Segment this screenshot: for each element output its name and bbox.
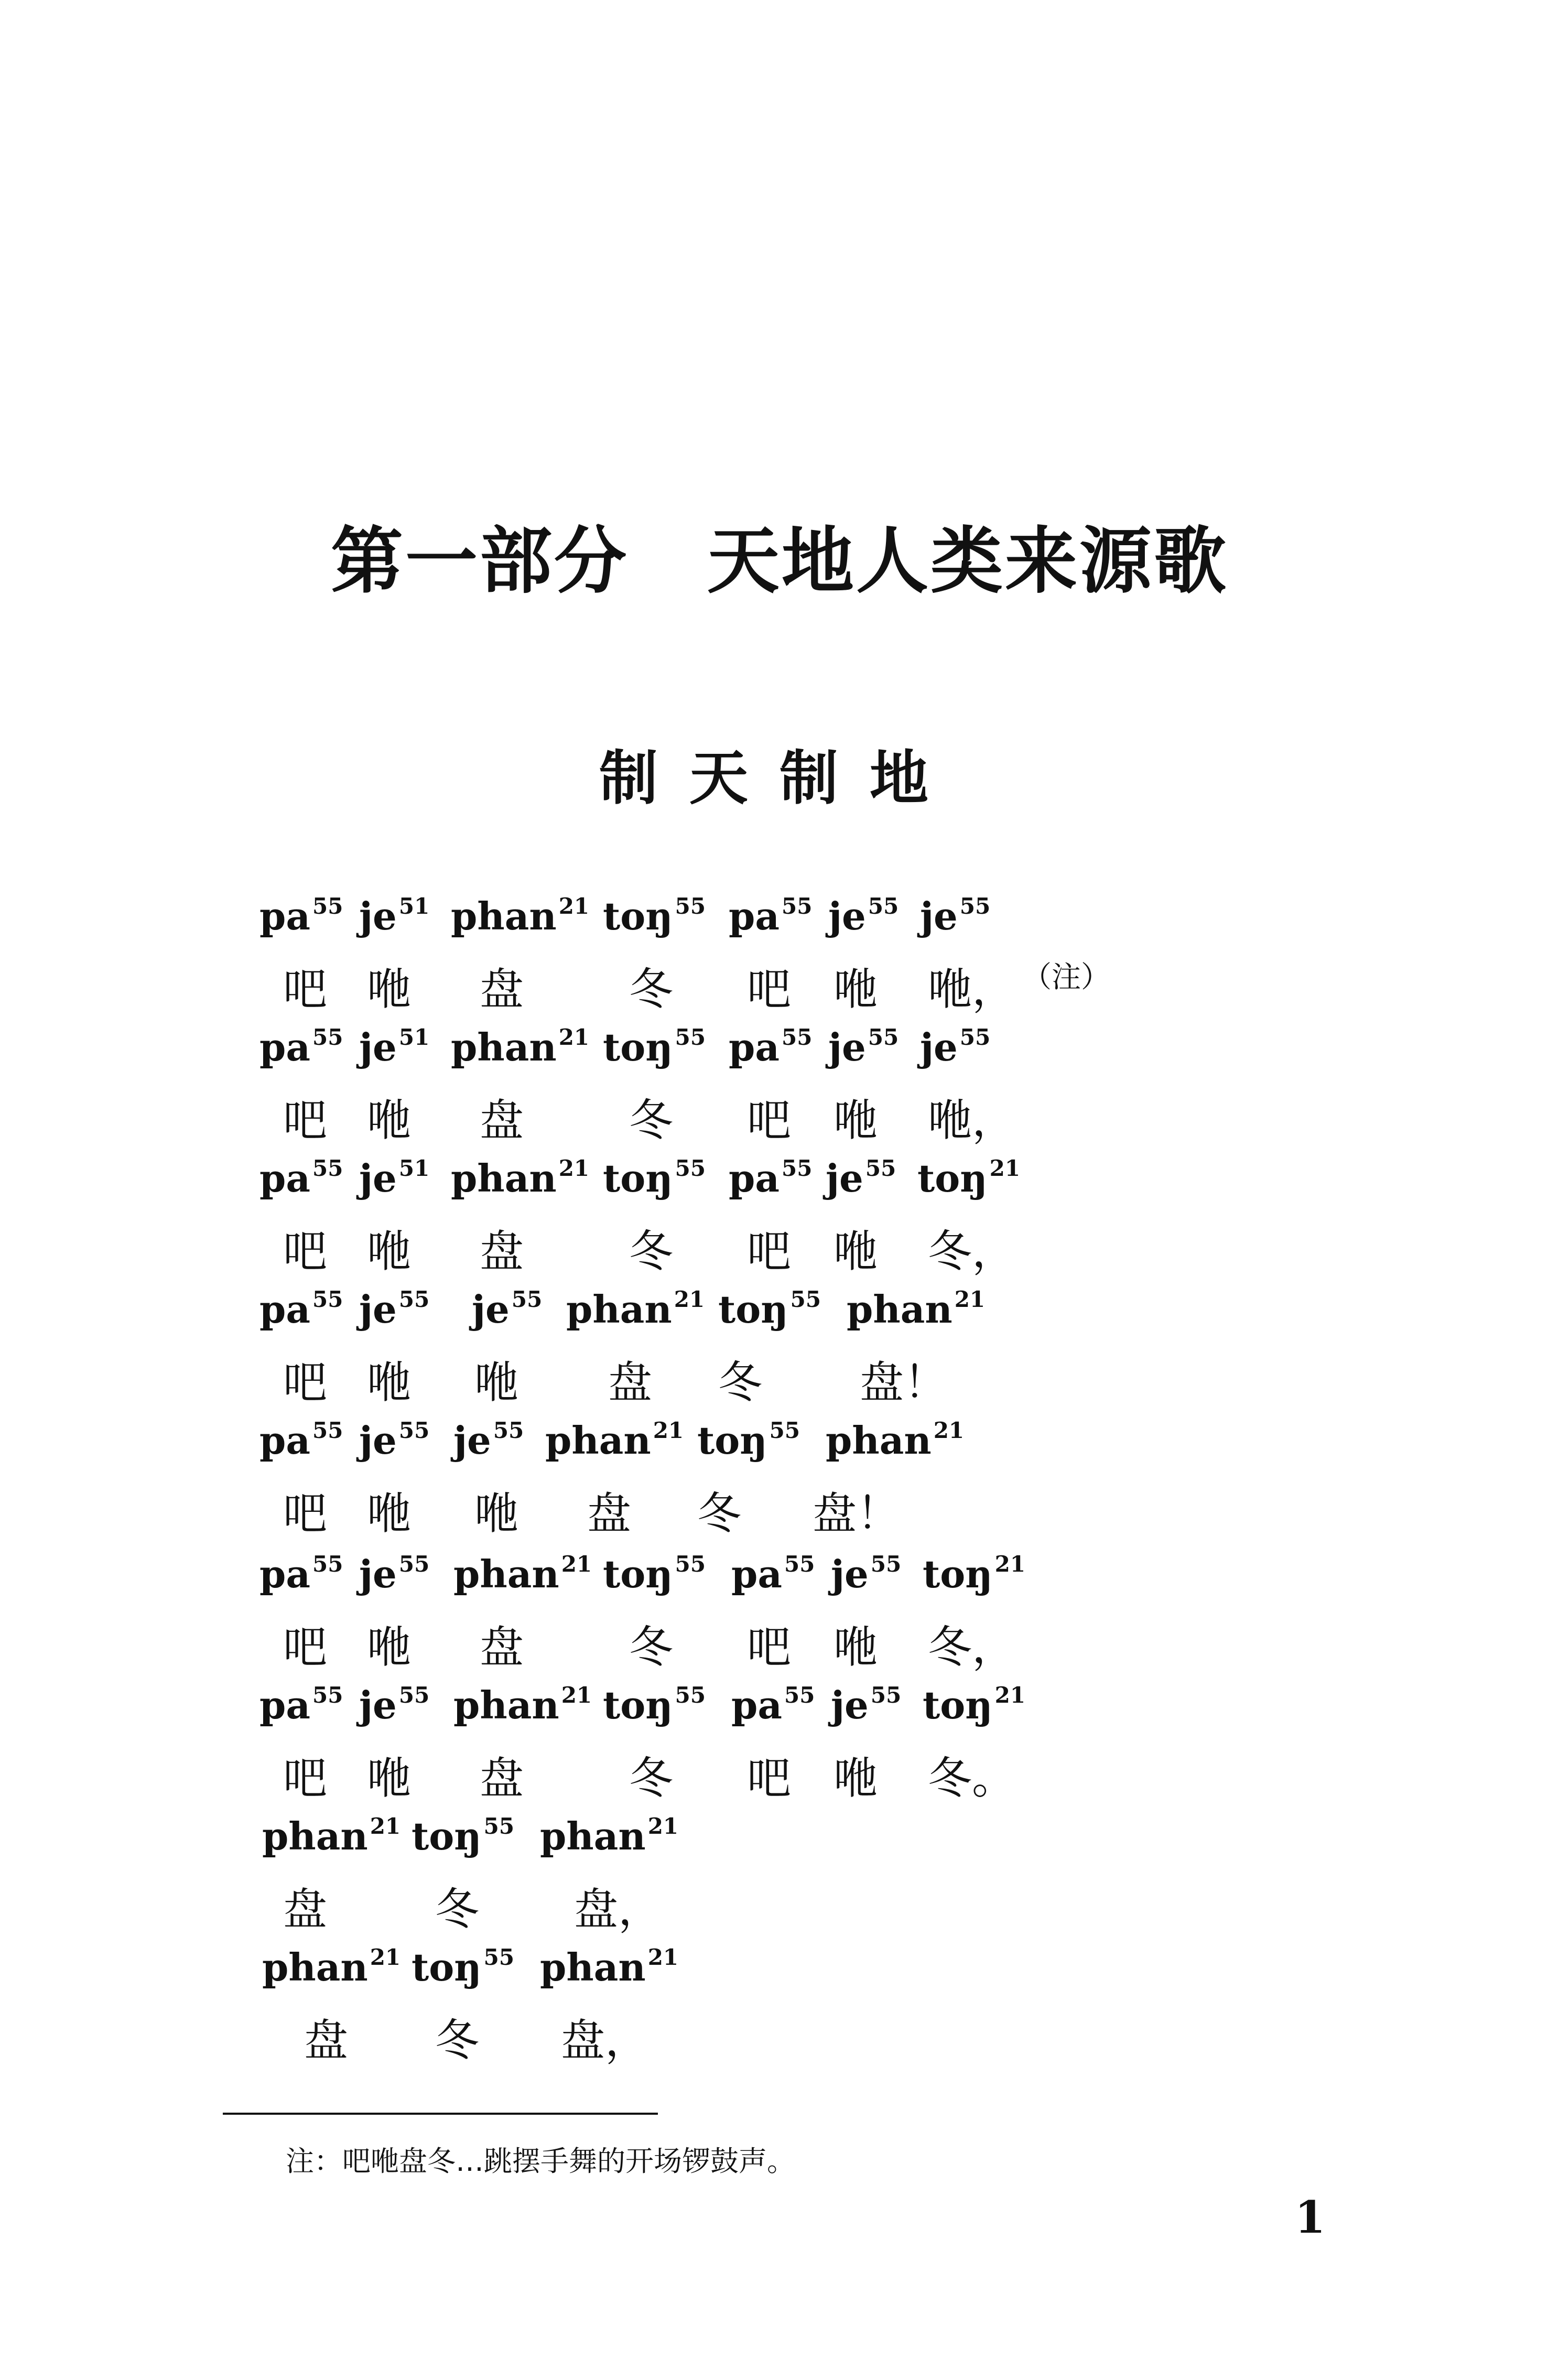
- tone-number: 55: [865, 1155, 896, 1181]
- tone-number: 21: [558, 893, 590, 919]
- tone-number: 55: [675, 893, 706, 919]
- tone-number: 21: [954, 1286, 986, 1312]
- phonetic-syllable: [603, 1683, 706, 1727]
- chinese-character: 冬: [435, 2015, 480, 2066]
- chinese-character: 冬，: [928, 1226, 1016, 1277]
- phonetic-syllable: [831, 1552, 901, 1596]
- phonetic-syllable: [731, 1683, 815, 1727]
- chinese-character: 吧: [283, 1357, 328, 1408]
- syllable-text: je: [359, 1025, 397, 1069]
- chinese-character: 冬: [435, 1884, 480, 1935]
- part-title: [0, 503, 1559, 607]
- chinese-character: 盘！: [860, 1357, 948, 1408]
- tone-number: 21: [933, 1418, 965, 1443]
- tone-number: 21: [561, 1551, 592, 1577]
- phonetic-syllable: [697, 1418, 800, 1463]
- tone-number: 55: [790, 1286, 821, 1312]
- chinese-character: 咃: [833, 964, 878, 1015]
- syllable-text: phan: [566, 1287, 672, 1332]
- syllable-text: phan: [847, 1287, 952, 1332]
- phonetic-syllable: [259, 1418, 343, 1463]
- phonetic-syllable: [826, 1156, 896, 1200]
- tone-number: 21: [370, 1944, 401, 1970]
- chinese-character: 吧: [747, 1226, 792, 1277]
- phonetic-syllable: [259, 894, 343, 938]
- tone-number: 55: [782, 1155, 813, 1181]
- chinese-character: 咃: [474, 1488, 519, 1539]
- tone-number: 55: [312, 893, 343, 919]
- syllable-text: phan: [826, 1418, 932, 1463]
- phonetic-syllable: [359, 1287, 429, 1332]
- phonetic-syllable: [826, 1418, 964, 1463]
- chinese-character: 冬: [629, 1226, 674, 1277]
- chinese-character: 盘: [480, 964, 524, 1015]
- chinese-character: 吧: [283, 1488, 328, 1539]
- tone-number: 21: [674, 1286, 705, 1312]
- tone-number: 21: [558, 1155, 590, 1181]
- syllable-text: je: [828, 1025, 866, 1069]
- tone-number: 55: [312, 1418, 343, 1443]
- chinese-character: 吧: [283, 1095, 328, 1146]
- phonetic-syllable: [603, 1552, 706, 1596]
- chinese-character: 盘: [608, 1357, 653, 1408]
- phonetic-syllable: [603, 894, 706, 938]
- phonetic-syllable: [729, 1025, 812, 1069]
- chinese-character: 咃: [367, 1621, 412, 1673]
- tone-number: 51: [398, 893, 430, 919]
- chinese-character: 盘: [283, 1884, 328, 1935]
- chinese-character: 咃: [367, 1226, 412, 1277]
- tone-number: 55: [769, 1418, 800, 1443]
- chinese-character: 盘: [480, 1095, 524, 1146]
- chinese-character: 吧: [747, 1752, 792, 1804]
- tone-number: 21: [994, 1682, 1026, 1708]
- chinese-character: 冬: [629, 1621, 674, 1673]
- section-title: 制天制地: [599, 744, 960, 813]
- syllable-text: pa: [259, 1025, 310, 1069]
- phonetic-syllable: [472, 1287, 542, 1332]
- phonetic-syllable: [412, 1814, 514, 1858]
- phonetic-syllable: [359, 1025, 429, 1069]
- syllable-text: je: [920, 1025, 958, 1069]
- tone-number: 55: [784, 1551, 815, 1577]
- phonetic-syllable: [718, 1287, 821, 1332]
- chinese-character: 吧: [283, 1226, 328, 1277]
- chinese-character: 咃: [367, 1488, 412, 1539]
- syllable-text: phan: [262, 1814, 368, 1858]
- syllable-text: toŋ: [412, 1814, 482, 1858]
- syllable-text: phan: [453, 1683, 559, 1727]
- tone-number: 21: [647, 1944, 679, 1970]
- syllable-text: toŋ: [923, 1552, 993, 1596]
- phonetic-syllable: [453, 1418, 524, 1463]
- syllable-text: pa: [259, 1552, 310, 1596]
- page-number: 1: [1295, 2191, 1326, 2243]
- part-title-name: 天地人类来源歌: [707, 518, 1229, 603]
- phonetic-syllable: [923, 1683, 1025, 1727]
- chinese-character: 冬: [629, 1095, 674, 1146]
- phonetic-syllable: [262, 1814, 400, 1858]
- phonetic-syllable: [540, 1814, 678, 1858]
- syllable-text: toŋ: [603, 1552, 673, 1596]
- chinese-character: 冬: [629, 964, 674, 1015]
- chinese-character: 冬: [697, 1488, 742, 1539]
- phonetic-syllable: [828, 1025, 898, 1069]
- syllable-text: toŋ: [923, 1683, 993, 1727]
- tone-number: 55: [398, 1551, 430, 1577]
- phonetic-syllable: [359, 894, 429, 938]
- tone-number: 55: [868, 893, 899, 919]
- tone-number: 55: [312, 1682, 343, 1708]
- syllable-text: pa: [259, 894, 310, 938]
- syllable-text: toŋ: [603, 1156, 673, 1200]
- phonetic-syllable: [831, 1683, 901, 1727]
- syllable-text: je: [359, 1552, 397, 1596]
- tone-number: 55: [784, 1682, 815, 1708]
- tone-number: 55: [675, 1155, 706, 1181]
- footnote-divider: [223, 2113, 658, 2115]
- chinese-character: 咃: [833, 1095, 878, 1146]
- syllable-text: pa: [729, 1156, 780, 1200]
- chinese-character: 吧: [283, 1621, 328, 1673]
- tone-number: 55: [312, 1551, 343, 1577]
- chinese-character: 盘，: [561, 2015, 649, 2066]
- syllable-text: pa: [259, 1156, 310, 1200]
- chinese-character: 咃: [367, 1357, 412, 1408]
- tone-number: 55: [483, 1813, 515, 1839]
- phonetic-syllable: [540, 1945, 678, 1989]
- phonetic-syllable: [359, 1156, 429, 1200]
- chinese-character: 盘: [480, 1226, 524, 1277]
- tone-number: 55: [959, 893, 991, 919]
- syllable-text: je: [359, 1287, 397, 1332]
- phonetic-syllable: [359, 1552, 429, 1596]
- phonetic-syllable: [545, 1418, 684, 1463]
- chinese-character: 咃: [367, 964, 412, 1015]
- phonetic-syllable: [259, 1156, 343, 1200]
- syllable-text: toŋ: [917, 1156, 988, 1200]
- syllable-text: phan: [540, 1814, 646, 1858]
- syllable-text: phan: [262, 1945, 368, 1989]
- tone-number: 55: [398, 1418, 430, 1443]
- chinese-character: 吧: [283, 1752, 328, 1804]
- syllable-text: phan: [453, 1552, 559, 1596]
- phonetic-syllable: [920, 1025, 990, 1069]
- syllable-text: phan: [451, 894, 557, 938]
- tone-number: 55: [959, 1024, 991, 1050]
- phonetic-syllable: [412, 1945, 514, 1989]
- syllable-text: phan: [545, 1418, 651, 1463]
- syllable-text: toŋ: [603, 1025, 673, 1069]
- chinese-character: 咃: [474, 1357, 519, 1408]
- tone-number: 21: [989, 1155, 1021, 1181]
- phonetic-syllable: [262, 1945, 400, 1989]
- phonetic-syllable: [453, 1683, 592, 1727]
- phonetic-syllable: [731, 1552, 815, 1596]
- note-marker: （注）: [1022, 960, 1110, 994]
- tone-number: 55: [675, 1024, 706, 1050]
- phonetic-syllable: [917, 1156, 1020, 1200]
- syllable-text: pa: [259, 1418, 310, 1463]
- tone-number: 55: [493, 1418, 524, 1443]
- syllable-text: phan: [451, 1156, 557, 1200]
- tone-number: 21: [561, 1682, 592, 1708]
- tone-number: 55: [675, 1551, 706, 1577]
- tone-number: 55: [782, 893, 813, 919]
- syllable-text: phan: [540, 1945, 646, 1989]
- tone-number: 55: [782, 1024, 813, 1050]
- chinese-character: 咃: [833, 1752, 878, 1804]
- phonetic-syllable: [451, 1025, 589, 1069]
- chinese-character: 吧: [747, 964, 792, 1015]
- syllable-text: je: [359, 894, 397, 938]
- chinese-character: 咃: [367, 1752, 412, 1804]
- syllable-text: pa: [731, 1683, 782, 1727]
- tone-number: 55: [312, 1024, 343, 1050]
- tone-number: 55: [312, 1286, 343, 1312]
- syllable-text: pa: [731, 1552, 782, 1596]
- chinese-character: 冬。: [928, 1752, 1016, 1804]
- chinese-character: 盘: [480, 1752, 524, 1804]
- syllable-text: phan: [451, 1025, 557, 1069]
- phonetic-syllable: [359, 1683, 429, 1727]
- phonetic-syllable: [259, 1552, 343, 1596]
- syllable-text: toŋ: [697, 1418, 767, 1463]
- chinese-character: 冬: [629, 1752, 674, 1804]
- phonetic-syllable: [828, 894, 898, 938]
- syllable-text: je: [472, 1287, 510, 1332]
- tone-number: 55: [675, 1682, 706, 1708]
- phonetic-syllable: [923, 1552, 1025, 1596]
- syllable-text: pa: [729, 1025, 780, 1069]
- tone-number: 55: [312, 1155, 343, 1181]
- chinese-character: 咃，: [928, 964, 1016, 1015]
- phonetic-syllable: [259, 1287, 343, 1332]
- syllable-text: toŋ: [718, 1287, 788, 1332]
- chinese-character: 盘，: [574, 1884, 663, 1935]
- syllable-text: toŋ: [412, 1945, 482, 1989]
- chinese-character: 冬，: [928, 1621, 1016, 1673]
- tone-number: 21: [653, 1418, 684, 1443]
- syllable-text: je: [359, 1418, 397, 1463]
- syllable-text: toŋ: [603, 894, 673, 938]
- chinese-character: 盘！: [813, 1488, 901, 1539]
- phonetic-syllable: [603, 1025, 706, 1069]
- phonetic-syllable: [603, 1156, 706, 1200]
- phonetic-syllable: [451, 1156, 589, 1200]
- phonetic-syllable: [451, 894, 589, 938]
- chinese-character: 吧: [747, 1095, 792, 1146]
- syllable-text: je: [828, 894, 866, 938]
- syllable-text: je: [920, 894, 958, 938]
- tone-number: 51: [398, 1155, 430, 1181]
- chinese-character: 吧: [283, 964, 328, 1015]
- chinese-character: 盘: [587, 1488, 632, 1539]
- syllable-text: pa: [259, 1683, 310, 1727]
- syllable-text: je: [359, 1156, 397, 1200]
- syllable-text: je: [359, 1683, 397, 1727]
- tone-number: 55: [511, 1286, 543, 1312]
- tone-number: 55: [398, 1286, 430, 1312]
- tone-number: 21: [994, 1551, 1026, 1577]
- phonetic-syllable: [566, 1287, 705, 1332]
- tone-number: 55: [870, 1682, 902, 1708]
- chinese-character: 咃: [833, 1226, 878, 1277]
- syllable-text: pa: [729, 894, 780, 938]
- tone-number: 21: [558, 1024, 590, 1050]
- phonetic-syllable: [259, 1683, 343, 1727]
- tone-number: 51: [398, 1024, 430, 1050]
- tone-number: 55: [483, 1944, 515, 1970]
- tone-number: 55: [398, 1682, 430, 1708]
- syllable-text: je: [831, 1683, 869, 1727]
- syllable-text: je: [453, 1418, 491, 1463]
- chinese-character: 咃: [367, 1095, 412, 1146]
- phonetic-syllable: [847, 1287, 985, 1332]
- syllable-text: je: [826, 1156, 863, 1200]
- phonetic-syllable: [920, 894, 990, 938]
- phonetic-syllable: [729, 894, 812, 938]
- tone-number: 21: [647, 1813, 679, 1839]
- syllable-text: toŋ: [603, 1683, 673, 1727]
- chinese-character: 盘: [304, 2015, 349, 2066]
- chinese-character: 咃，: [928, 1095, 1016, 1146]
- syllable-text: je: [831, 1552, 869, 1596]
- phonetic-syllable: [729, 1156, 812, 1200]
- phonetic-syllable: [259, 1025, 343, 1069]
- syllable-text: pa: [259, 1287, 310, 1332]
- tone-number: 55: [868, 1024, 899, 1050]
- part-title-number: 第一部分: [330, 518, 629, 603]
- chinese-character: 冬: [718, 1357, 763, 1408]
- chinese-character: 盘: [480, 1621, 524, 1673]
- phonetic-syllable: [359, 1418, 429, 1463]
- tone-number: 55: [870, 1551, 902, 1577]
- tone-number: 21: [370, 1813, 401, 1839]
- footnote: 注：吧咃盘冬…跳摆手舞的开场锣鼓声。: [286, 2145, 795, 2178]
- chinese-character: 吧: [747, 1621, 792, 1673]
- chinese-character: 咃: [833, 1621, 878, 1673]
- phonetic-syllable: [453, 1552, 592, 1596]
